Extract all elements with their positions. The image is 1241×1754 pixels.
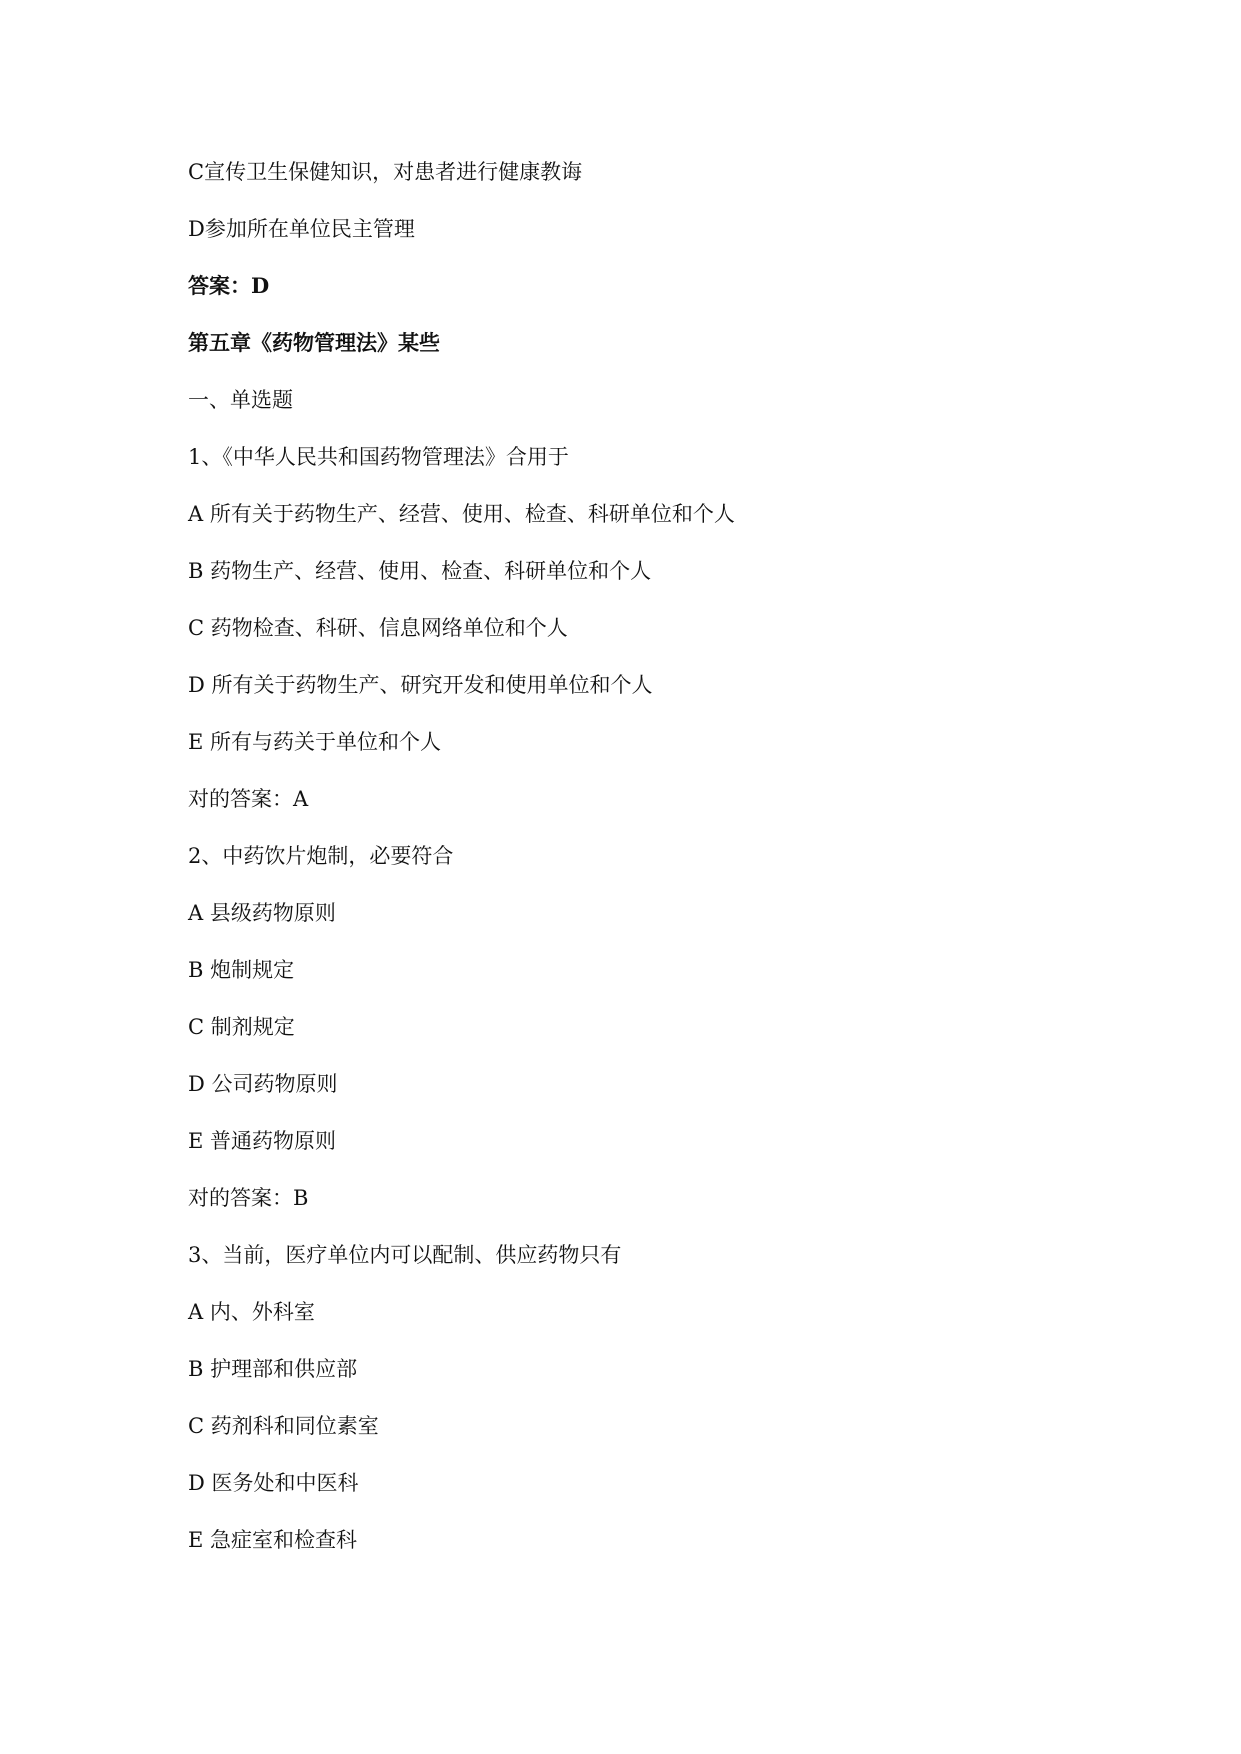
question-2: 2、中药饮片炮制，必要符合	[188, 844, 454, 868]
question-2-option-a: A 县级药物原则	[188, 901, 336, 925]
question-2-answer: 对的答案：B	[188, 1186, 309, 1210]
document-body	[188, 158, 1088, 1583]
question-1-option-d: D 所有关于药物生产、研究开发和使用单位和个人	[188, 673, 653, 697]
option-c-prev-question: C宣传卫生保健知识，对患者进行健康教诲	[188, 160, 583, 184]
question-2-option-c: C 制剂规定	[188, 1015, 295, 1039]
question-1: 1、《中华人民共和国药物管理法》合用于	[188, 445, 569, 469]
question-1-option-b: B 药物生产、经营、使用、检查、科研单位和个人	[188, 559, 652, 583]
question-1-option-e: E 所有与药关于单位和个人	[188, 730, 442, 754]
section-heading: 一、单选题	[188, 388, 293, 412]
question-3-option-a: A 内、外科室	[188, 1300, 315, 1324]
question-3-option-d: D 医务处和中医科	[188, 1471, 359, 1495]
question-1-answer: 对的答案：A	[188, 787, 309, 811]
answer-prev-question: 答案：D	[188, 273, 270, 298]
question-2-option-e: E 普通药物原则	[188, 1129, 337, 1153]
question-3-option-e: E 急症室和检查科	[188, 1528, 358, 1552]
question-1-option-c: C 药物检查、科研、信息网络单位和个人	[188, 616, 568, 640]
question-3-option-c: C 药剂科和同位素室	[188, 1414, 379, 1438]
question-2-option-d: D 公司药物原则	[188, 1072, 338, 1096]
question-2-option-b: B 炮制规定	[188, 958, 295, 982]
chapter-heading: 第五章《药物管理法》某些	[188, 330, 440, 355]
option-d-prev-question: D参加所在单位民主管理	[188, 217, 415, 241]
question-3: 3、当前，医疗单位内可以配制、供应药物只有	[188, 1243, 622, 1267]
question-1-option-a: A 所有关于药物生产、经营、使用、检查、科研单位和个人	[188, 502, 735, 526]
question-3-option-b: B 护理部和供应部	[188, 1357, 358, 1381]
